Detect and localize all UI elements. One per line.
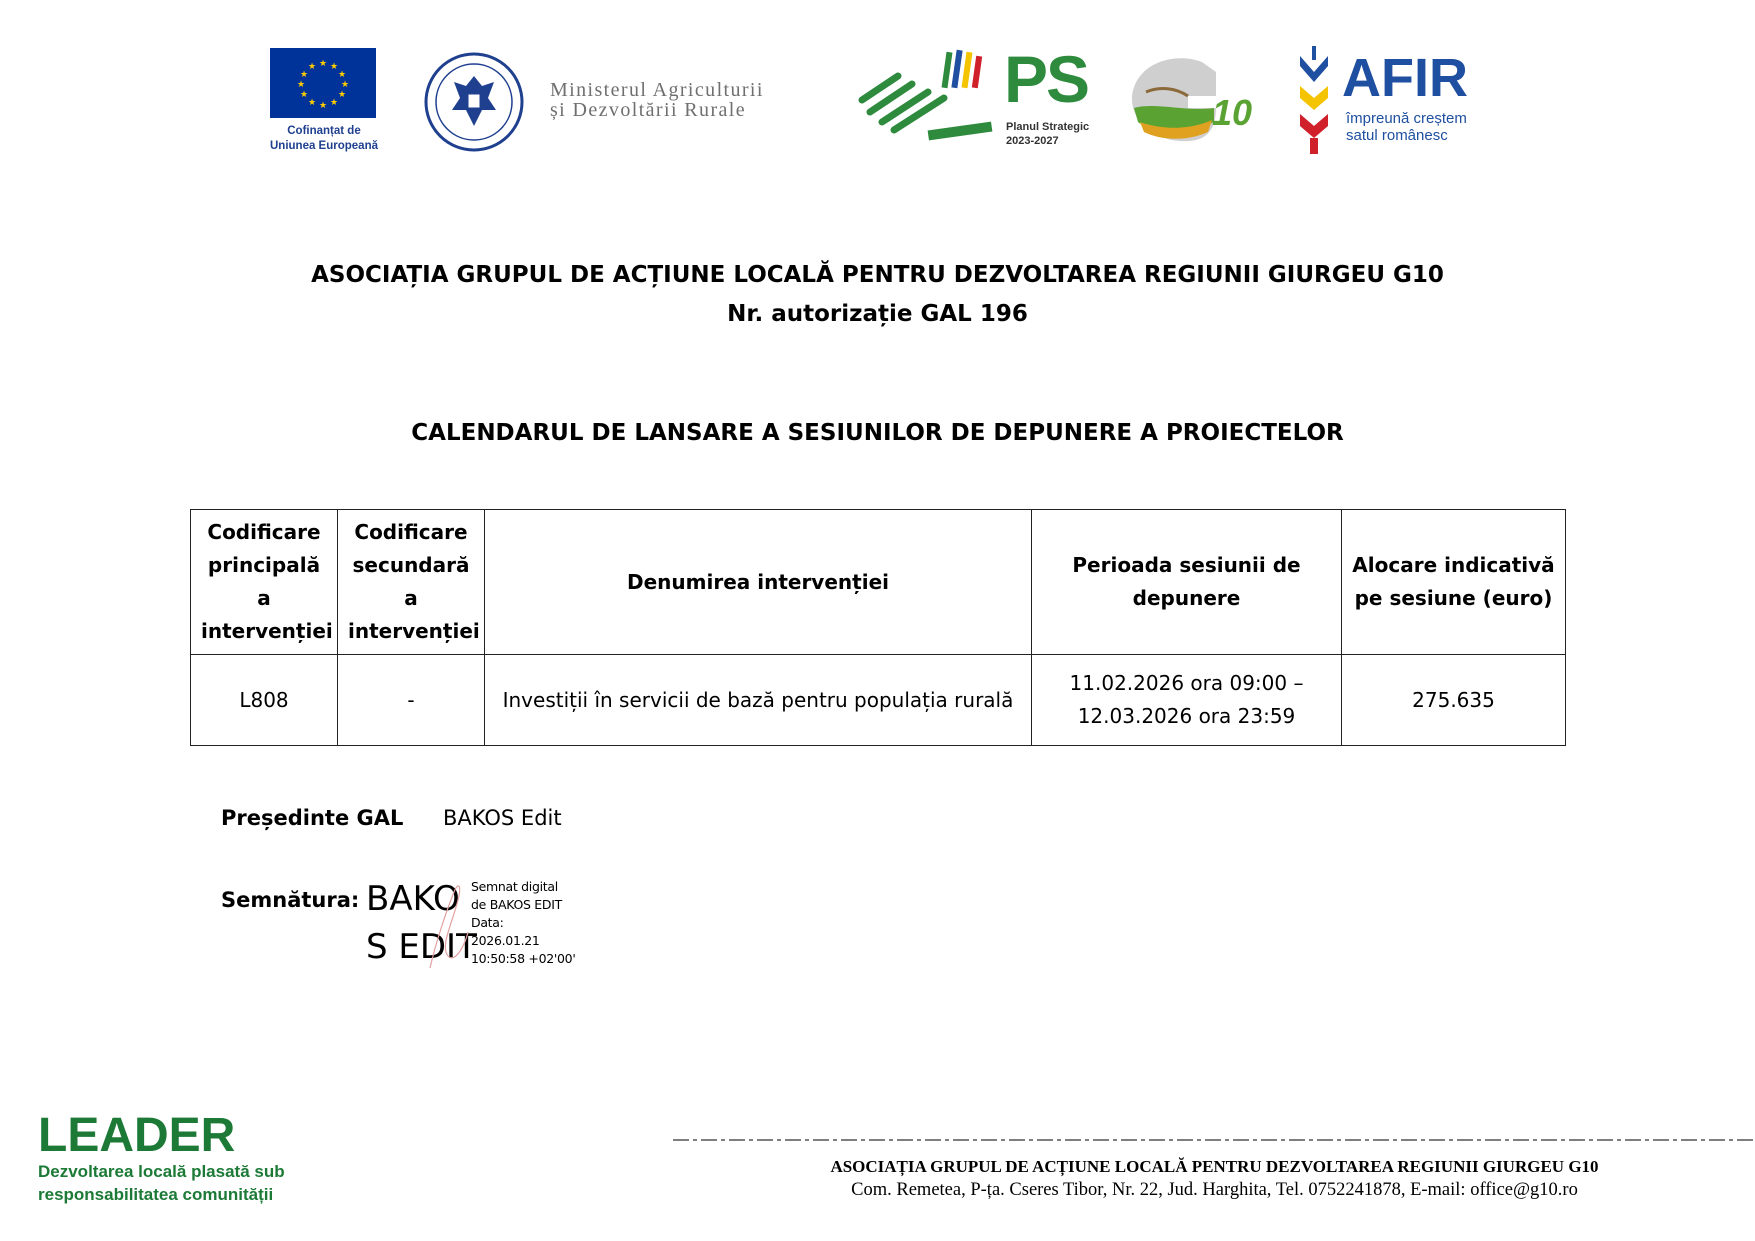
leader-logo-title: LEADER <box>38 1109 236 1162</box>
eu-cofinancing-caption <box>255 124 393 154</box>
afir-slogan-line: împreună creștem <box>1346 110 1467 127</box>
header-line: pe sesiune (euro) <box>1354 586 1553 610</box>
government-seal-icon <box>424 52 524 152</box>
signature-detail-line: 10:50:58 +02'00' <box>471 951 576 966</box>
svg-text:★: ★ <box>299 70 309 80</box>
ministry-line: Ministerul Agriculturii <box>550 79 764 101</box>
cell-allocation: 275.635 <box>1342 655 1566 746</box>
header-line: depunere <box>1132 586 1241 610</box>
svg-text:★: ★ <box>307 62 317 72</box>
signature-name-line: S EDIT <box>366 927 477 967</box>
header-line: Codificare <box>207 520 321 544</box>
strategic-plan-emblem <box>858 48 994 146</box>
table-row <box>191 655 1566 746</box>
afir-folk-pattern-icon <box>1296 46 1332 154</box>
digital-signature-details <box>471 878 575 968</box>
svg-text:★: ★ <box>340 80 350 90</box>
header-line: Perioada sesiunii de <box>1072 553 1301 577</box>
leader-subtitle-line: responsabilitatea comunității <box>38 1185 274 1204</box>
period-end: 12.03.2026 ora 23:59 <box>1077 704 1296 728</box>
afir-logo-title: AFIR <box>1342 48 1468 108</box>
period-start: 11.02.2026 ora 09:00 – <box>1069 671 1304 695</box>
signature-detail-line: 2026.01.21 <box>471 933 540 948</box>
organization-title: ASOCIAȚIA GRUPUL DE ACȚIUNE LOCALĂ PENTRU DEZVOLTAREA REGIUNII GIURGEU G10 <box>311 262 1444 288</box>
svg-text:★: ★ <box>337 70 347 80</box>
footer-divider <box>673 1131 1755 1137</box>
signature-detail-line: Data: <box>471 915 504 930</box>
ministry-logo-text <box>550 80 840 120</box>
header-line: secundară a <box>352 553 470 610</box>
svg-text:★: ★ <box>299 90 309 100</box>
cell-primary-code: L808 <box>191 655 338 746</box>
signature-detail-line: Semnat digital <box>471 879 558 894</box>
svg-text:★: ★ <box>307 98 317 108</box>
ministry-line: și Dezvoltării Rurale <box>550 99 747 121</box>
header-line: Codificare <box>354 520 468 544</box>
cell-session-period <box>1032 655 1342 746</box>
footer-organization: ASOCIAȚIA GRUPUL DE ACȚIUNE LOCALĂ PENTRU DEZVOLTAREA REGIUNII GIURGEU G10 <box>830 1157 1599 1176</box>
romanian-government-seal <box>424 52 524 152</box>
svg-text:★: ★ <box>296 80 306 90</box>
svg-text:★: ★ <box>318 59 328 69</box>
header-line: principală a <box>207 553 321 610</box>
cell-intervention: Investiții în servicii de bază pentru populația rurală <box>485 655 1032 746</box>
eu-caption-line: Cofinanțat de <box>287 125 361 137</box>
column-header-primary-code <box>191 510 338 655</box>
column-header-secondary-code <box>338 510 485 655</box>
column-header-allocation <box>1342 510 1566 655</box>
sessions-table <box>190 509 1566 746</box>
header-line: intervenției <box>201 619 333 643</box>
signature-scribble-icon <box>418 872 478 972</box>
eu-stars-icon <box>270 48 376 118</box>
svg-text:★: ★ <box>318 101 328 111</box>
afir-slogan <box>1346 110 1467 144</box>
calendar-title: CALENDARUL DE LANSARE A SESIUNILOR DE DEPUNERE A PROIECTELOR <box>411 420 1344 446</box>
header-line: Denumirea intervenției <box>627 569 889 594</box>
header-line: Alocare indicativă <box>1352 553 1555 577</box>
column-header-session-period <box>1032 510 1342 655</box>
leader-subtitle-line: Dezvoltarea locală plasată sub <box>38 1162 285 1181</box>
eu-flag-logo <box>270 48 376 118</box>
table-header-row <box>191 510 1566 655</box>
ps-subtitle-line: 2023-2027 <box>1006 135 1059 147</box>
column-header-intervention <box>485 510 1032 655</box>
ps-logo-title: PS <box>1004 42 1089 116</box>
svg-text:★: ★ <box>329 98 339 108</box>
field-stripes-icon <box>858 48 994 146</box>
ps-logo-subtitle <box>1006 120 1089 148</box>
leader-logo-subtitle <box>38 1160 285 1206</box>
header-line: intervenției <box>348 619 480 643</box>
svg-text:★: ★ <box>337 90 347 100</box>
signatory-role: Președinte GAL <box>221 806 404 830</box>
ps-subtitle-line: Planul Strategic <box>1006 121 1090 133</box>
signature-label: Semnătura: <box>221 888 360 912</box>
eu-caption-line: Uniunea Europeană <box>270 140 378 152</box>
g10-logo-number: 10 <box>1212 92 1253 133</box>
signature-detail-line: de BAKOS EDIT <box>471 897 562 912</box>
signatory-name: BAKOS Edit <box>443 806 562 830</box>
authorization-number: Nr. autorizație GAL 196 <box>727 301 1028 327</box>
signature-name-line: BAKO <box>366 879 460 919</box>
svg-text:★: ★ <box>329 62 339 72</box>
footer-address: Com. Remetea, P-ța. Cseres Tibor, Nr. 22, Jud. Harghita, Tel. 0752241878, E-mail: office@g10.ro <box>851 1180 1578 1200</box>
afir-emblem <box>1296 46 1332 154</box>
cell-secondary-code: - <box>338 655 485 746</box>
afir-slogan-line: satul românesc <box>1346 127 1448 144</box>
